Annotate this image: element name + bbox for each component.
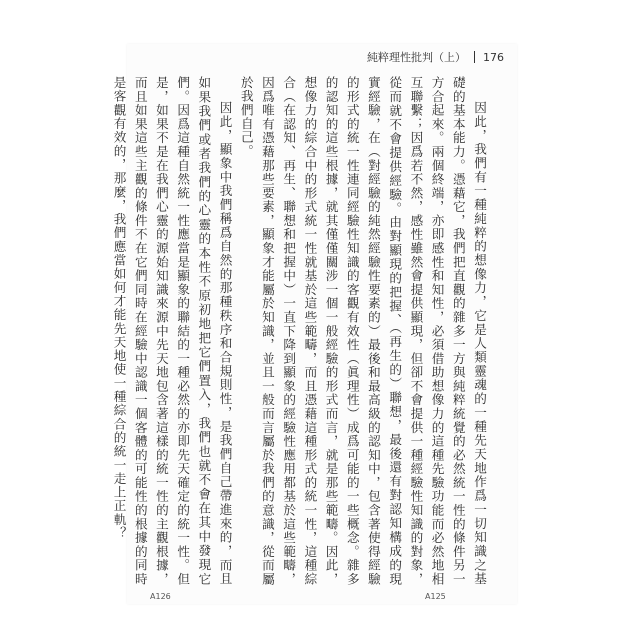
header-divider (474, 51, 475, 63)
marginal-number-a126: A126 (150, 592, 171, 601)
book-title: 純粹理性批判（上） (367, 51, 466, 64)
paragraph-1: 因此，我們有一種純粹的想像力，它是人類靈魂的一種先天地作爲一切知識之基礎的基本能力。憑藉它，我們把直觀的雜多一方與純粹統覺的必然統一性的條件另一方合起來。兩個終端，亦即感性和知性，必須借助想像力的這種先驗功能而必然地相互聯繫；因爲若不然，感性雖然會提供顯現，但卻不會提供一種經驗性知識的對象，從而就不會提供經驗。由對顯現的把握、（再生的）聯想，最後還有對認知構成的現實經驗，在（對經驗的純然經驗性要素的）最後和最高級的認知中，包含著使得經驗的形式的統一性連同經驗性知識的客觀有效性（眞理性）成爲可能的一些概念。雜多的認知的這些根據，就其僅僅關涉一個一般經驗的形式而言，就是那些範疇。因此，想像力的綜合中的形式統一性就基於這些範疇，而且憑藉這種形式的統一性，這種綜合（在認知、再生、聯想和把握中）一直下降到顯象的經驗性應用都基於這些範疇，因爲唯有憑藉那些要素，顯象才能屬於知識，並且一般而言屬於我們的意識，從而屬於我們自己。 (238, 76, 487, 586)
page-number: 176 (483, 50, 504, 64)
marginal-number-a125: A125 (425, 592, 446, 601)
paragraph-2: 因此，顯象中我們稱爲自然的那種秩序和合規則性，是我們自己帶進來的，而且如果我們或者我們的心靈的本性不原初地把它們置入，我們也就不會在其中發現它們。因爲這種自然統一性應當是顯象的聯結的一種必然的亦即先天確定的統一性。但是，如果不是在我們心靈的源始知識來源中先天地包含著這樣的統一性的主觀根據，而且如果這些主觀的條件不在它們同時在經驗中認識一個客體的可能性的根據的同時是客觀有效的，那麼，我們應當如何才能先天地使一種綜合的統一走上正軌？ (111, 76, 233, 586)
vertical-body-text (108, 76, 490, 586)
running-header (367, 49, 504, 65)
